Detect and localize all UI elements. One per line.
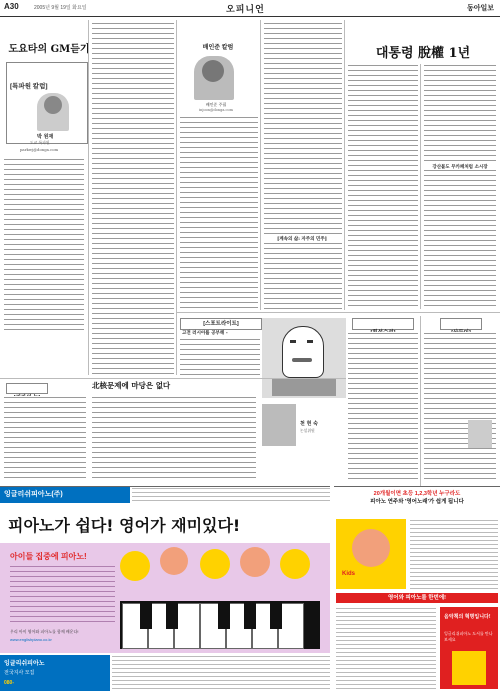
ad-right-list (336, 607, 436, 689)
editorial-body-b (424, 64, 496, 309)
sports-cartoon (262, 318, 346, 398)
ad-right-photo (336, 519, 406, 589)
ad-kids-text (10, 565, 115, 625)
section-divider (0, 378, 346, 379)
ssang-tag-box (440, 318, 482, 330)
ad-right-headline2: 피아노 연주와 '영어노래'가 쉽게 됩니다 (370, 499, 464, 505)
column-divider (420, 316, 421, 486)
piano-key-black (270, 603, 282, 629)
feature-tag-box (352, 318, 414, 330)
ad-slogan: 아이들 집중에 피아노! (10, 552, 87, 561)
author-box (6, 62, 88, 144)
ad-kid-face (120, 551, 150, 581)
ad-book-sub: 잉글리쉬피아노 도서를 만나보세요 (444, 631, 493, 642)
column3-body (180, 116, 258, 311)
author-desc: 도쿄 특파원 (30, 140, 50, 145)
cartoon-mouth (292, 358, 312, 362)
editorial-body-a (348, 64, 418, 309)
feature-author-name: 천 현 숙 (300, 421, 318, 427)
ad-banner-area (0, 507, 330, 541)
column-tag: [특파원 칼럼] (10, 83, 48, 90)
cartoon-eye (290, 340, 296, 343)
ad-bottom-band (0, 655, 110, 691)
ad-right-slogan-bar (336, 593, 498, 603)
ad-kids-photo (0, 543, 330, 653)
sports-subhead: 고전 러시아를 공부해 - (182, 331, 228, 336)
column-divider (420, 64, 421, 309)
ad-url: www.englishpiano.co.kr (10, 637, 52, 642)
ad-bottom-logo: 잉글리쉬피아노 (4, 661, 45, 667)
cartoon-face (282, 326, 324, 378)
piano-key-black (218, 603, 230, 629)
column4-subhead: [계속의 삶: 자주의 민주] (262, 236, 342, 242)
ad-logo-band (0, 487, 130, 503)
piano-key-black (244, 603, 256, 629)
ad-bottom-text: 전국지사 모집 (4, 670, 35, 676)
page-date: 2005년 9월 19일 화요일 (34, 5, 87, 11)
column1-body (4, 158, 84, 330)
column-divider (88, 20, 89, 375)
ad-company: 잉글리쉬피아노(주) (4, 491, 63, 498)
ad-right-text (410, 519, 498, 589)
ad-left (0, 486, 330, 691)
ad-right-face (352, 529, 390, 567)
column-divider (344, 20, 345, 310)
columnist-email: injoon@donga.com (199, 108, 233, 112)
bottom-body-a (4, 396, 86, 480)
section-divider (176, 312, 500, 313)
column-tag: 배인준 칼럼 (202, 45, 234, 51)
sports-body (180, 338, 260, 376)
columnist-name: 배인준 주필 (205, 102, 227, 107)
ad-kid-face (280, 549, 310, 579)
piano-key-black (166, 603, 178, 629)
author-photo-head (44, 96, 62, 114)
column2-body (92, 22, 174, 374)
section-title: 오피니언 (226, 4, 265, 14)
brand-logo: 동아일보 (466, 5, 494, 12)
editorial-headline: 대통령 脫權 1년 (375, 46, 471, 61)
editorial-subhead: 강산불도 무카페처럼 소시장 (424, 164, 496, 170)
ad-kids-caption: 우리 아이 영어와 피아노를 함께 배운다! (10, 629, 79, 634)
feature-author-desc: 논설위원 (300, 428, 315, 433)
ad-bottom-text-area (112, 655, 330, 691)
ad-phone: 080- (4, 680, 15, 686)
page-number: A30 (4, 2, 19, 11)
ad-book-title: 음악책의 혁명입니다! (444, 614, 491, 620)
page-header (0, 0, 500, 17)
ad-right-headline: 20개월이면 초등 1,2,3학년 누구라도 (373, 491, 461, 497)
sports-title: [스포트라이트] (180, 318, 262, 330)
ssang-body (424, 332, 496, 482)
cartoon-eye (307, 340, 313, 343)
piano-key-black (140, 603, 152, 629)
feature-body (348, 332, 418, 482)
columnist-photo-head (202, 60, 224, 82)
ad-banner: 피아노가 쉽다! 영어가 재미있다! (8, 516, 241, 535)
bottom-headline: 北核문제에 마당은 없다 (92, 381, 171, 390)
column-title-box (4, 40, 94, 58)
ad-kid-face (160, 547, 188, 575)
ad-right-book (440, 607, 498, 689)
ad-book-cover (452, 651, 486, 685)
ssang-photo (468, 420, 492, 448)
bottom-body-b (92, 396, 256, 480)
ad-kid-face (200, 549, 230, 579)
ad-top-text (132, 487, 330, 503)
ad-kids-label: Kids (342, 571, 356, 577)
feature-author-photo (262, 404, 296, 446)
ad-right-slogan: 영어와 피아노를 한번에! (387, 595, 447, 601)
ad-kid-face (240, 547, 270, 577)
ad-right-headline-box (336, 489, 498, 517)
author-email: parkwj@donga.com (20, 147, 59, 152)
column4-body (264, 22, 342, 312)
column-title: 도요타의 GM듣기 (8, 44, 90, 55)
author-name: 박 원재 (37, 134, 54, 140)
ad-right (334, 486, 500, 691)
bottom-tag-box (6, 383, 48, 394)
cartoon-body (272, 378, 336, 396)
column-divider (260, 20, 261, 310)
ad-piano (120, 601, 320, 649)
column-divider (176, 20, 177, 375)
